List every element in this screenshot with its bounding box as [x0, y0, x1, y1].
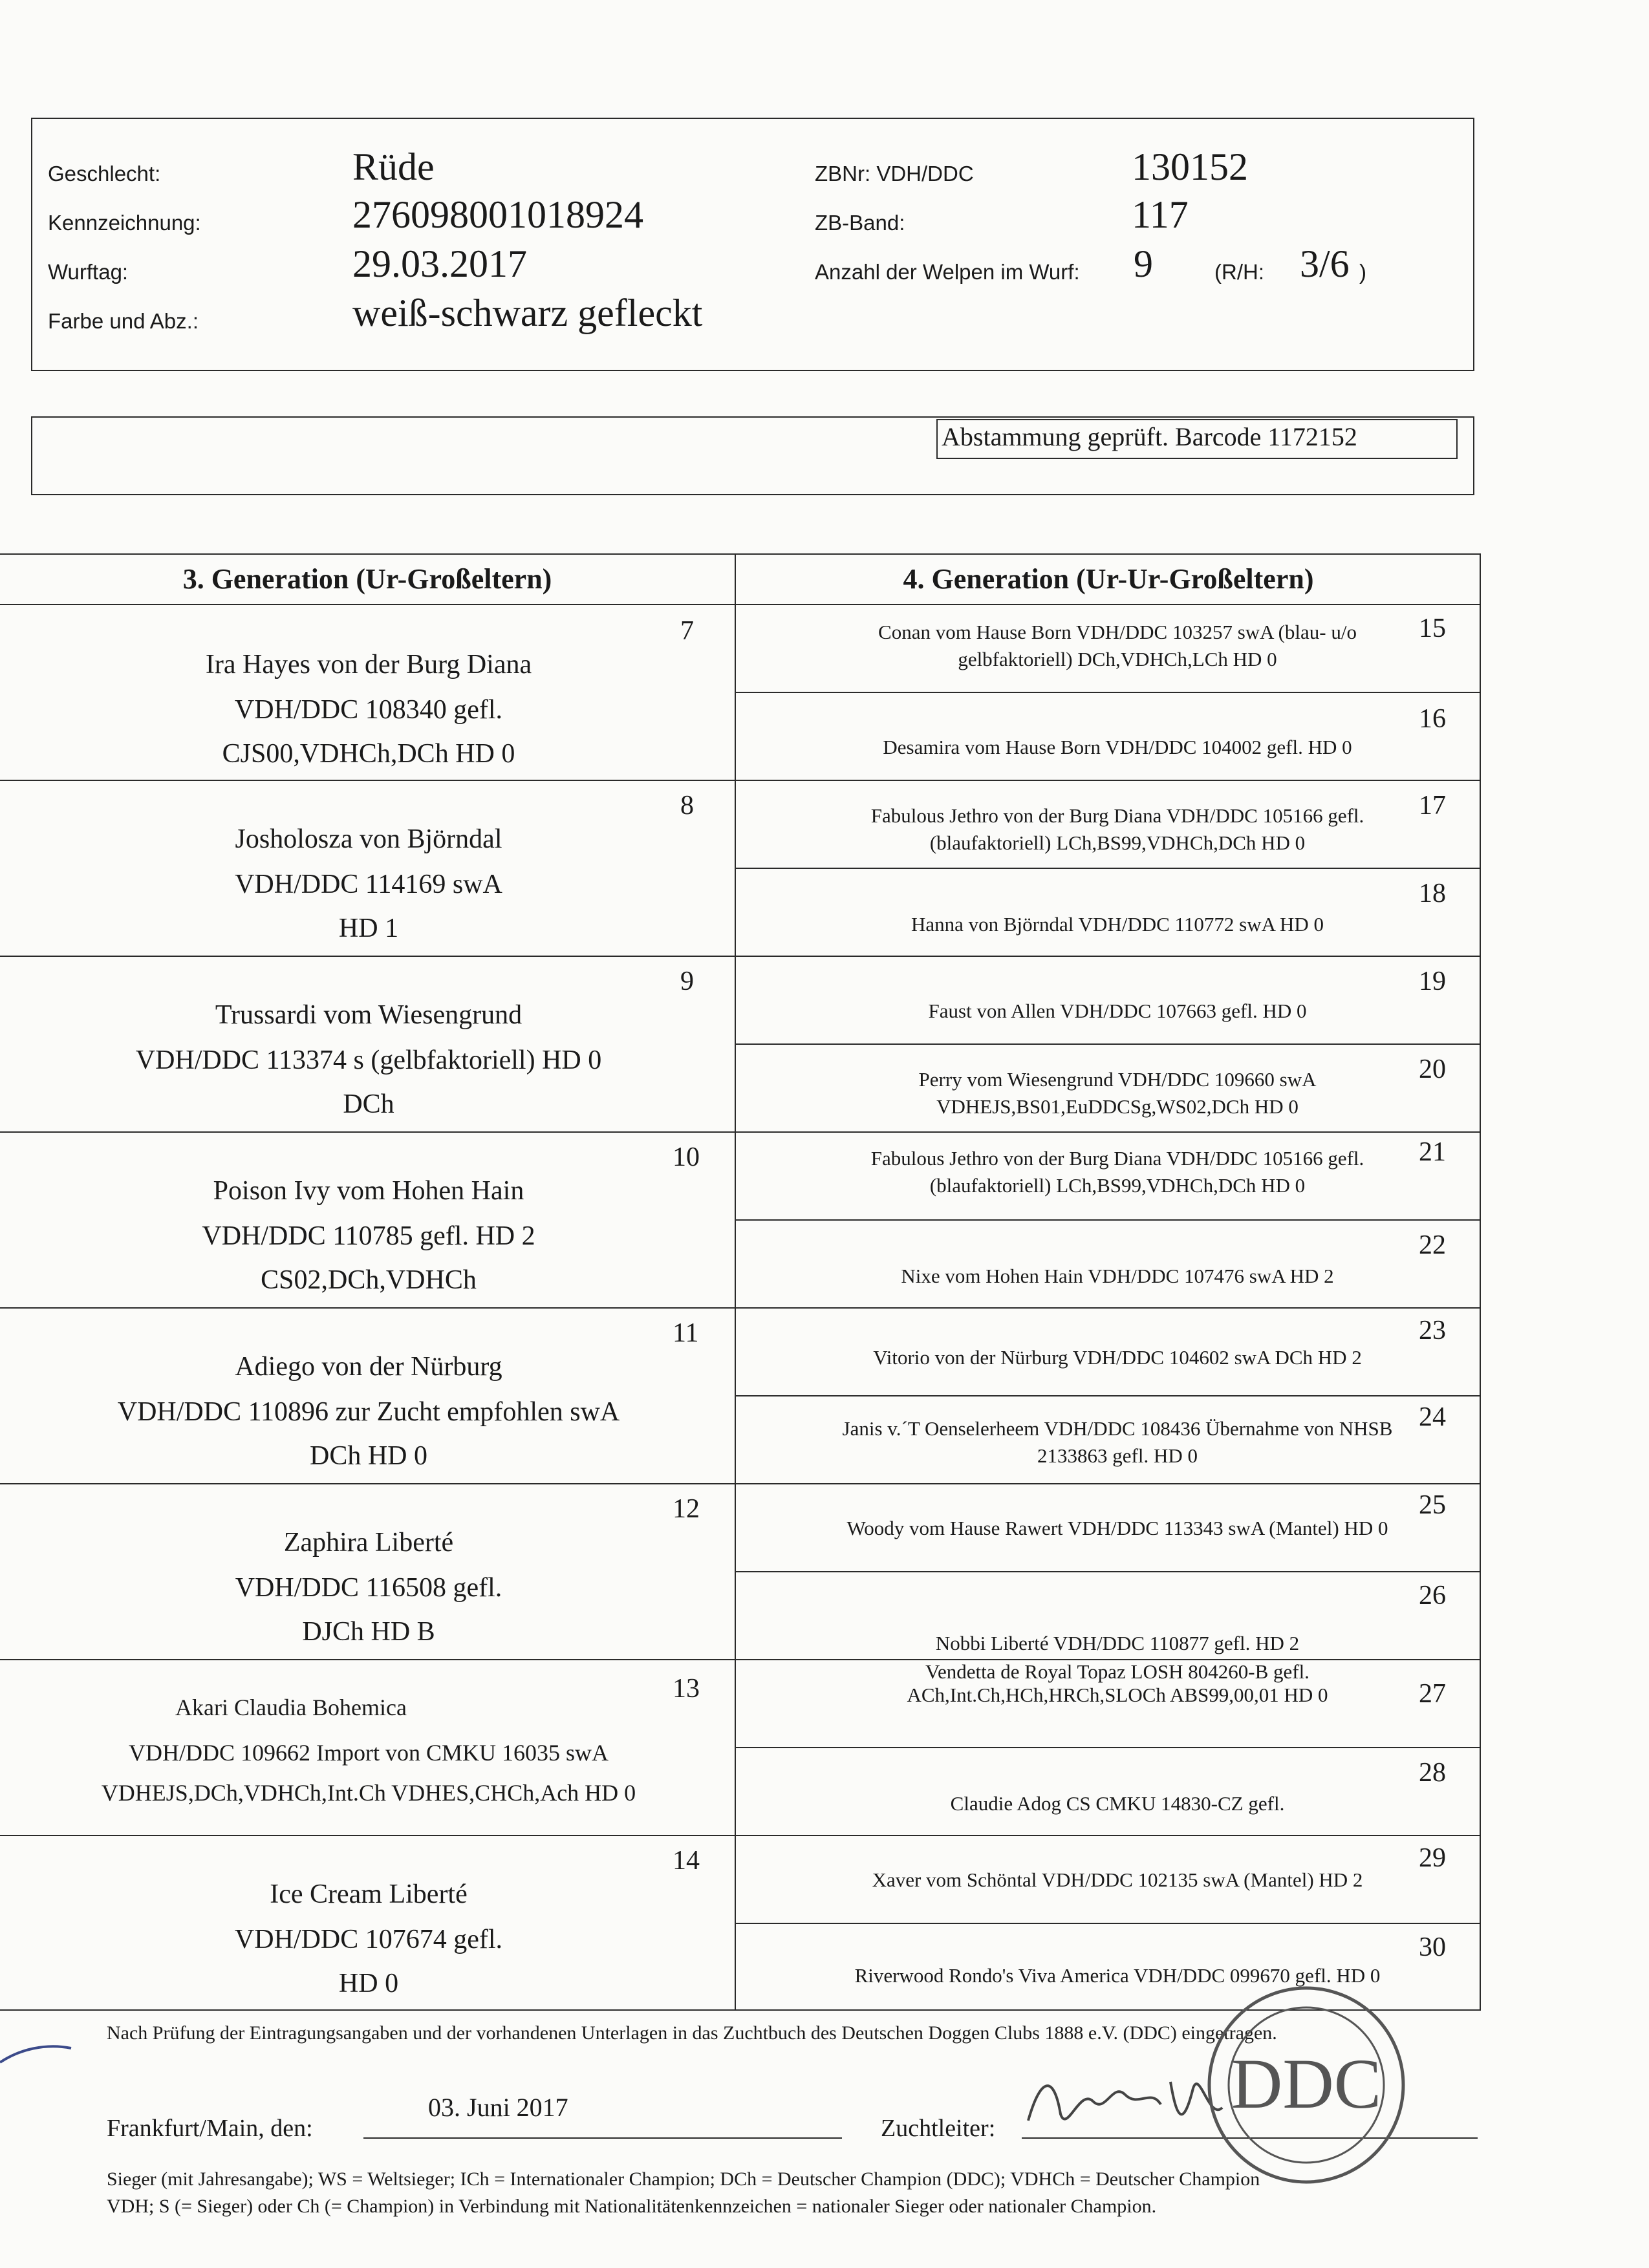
gen3-cell — [0, 604, 735, 780]
gen4-line: 2133863 gefl. HD 0 — [1037, 1444, 1198, 1467]
gen3-name: Trussardi vom Wiesengrund — [215, 1000, 523, 1030]
gen4-cell — [736, 868, 1481, 956]
gen4-number: 25 — [1419, 1490, 1446, 1520]
gen4-line: Vendetta de Royal Topaz LOSH 804260-B gefl. — [925, 1660, 1310, 1683]
place-date-label: Frankfurt/Main, den: — [107, 2115, 313, 2142]
gen3-titles: CJS00,VDHCh,DCh HD 0 — [222, 739, 515, 769]
gen4-line: Conan vom Hause Born VDH/DDC 103257 swA (blau- u/o — [878, 621, 1357, 643]
gen4-cell — [736, 1131, 1481, 1219]
welpen-value: 9 — [1134, 242, 1153, 285]
gen4-line: Desamira vom Hause Born VDH/DDC 104002 gefl. HD 0 — [883, 736, 1352, 758]
kennzeichnung-label: Kennzeichnung: — [48, 211, 201, 235]
stamp-area — [31, 416, 1474, 495]
gen4-number: 17 — [1419, 791, 1446, 820]
dog-info-box — [31, 118, 1474, 371]
gen4-cell — [736, 1043, 1481, 1131]
gen4-cell — [736, 1307, 1481, 1395]
gen4-cell — [736, 780, 1481, 868]
gen3-cell — [0, 1131, 735, 1307]
gen3-detail: VDH/DDC 109662 Import von CMKU 16035 swA — [128, 1740, 609, 1766]
gen4-line: Riverwood Rondo's Viva America VDH/DDC 099670 gefl. HD 0 — [854, 1964, 1381, 1987]
gen4-line: gelbfaktoriell) DCh,VDHCh,LCh HD 0 — [958, 648, 1277, 670]
gen4-number: 29 — [1419, 1843, 1446, 1873]
gen4-number: 18 — [1419, 879, 1446, 908]
gen4-line: Claudie Adog CS CMKU 14830-CZ gefl. — [950, 1792, 1285, 1815]
gen3-detail: VDH/DDC 110785 gefl. HD 2 — [202, 1221, 535, 1251]
pen-mark — [0, 2037, 78, 2075]
gen4-header: 4. Generation (Ur-Ur-Großeltern) — [903, 563, 1314, 595]
gen3-cell — [0, 1659, 735, 1835]
gen4-number: 26 — [1419, 1581, 1446, 1610]
gen3-name: Adiego von der Nürburg — [235, 1352, 502, 1382]
pedigree-table — [0, 553, 1481, 2011]
gen3-titles: DCh — [343, 1089, 394, 1119]
gen3-number: 10 — [673, 1142, 700, 1172]
gen3-titles: CS02,DCh,VDHCh — [261, 1265, 477, 1295]
gen3-cell — [0, 1307, 735, 1483]
gen3-name: Josholosza von Björndal — [235, 824, 502, 854]
gen4-line: (blaufaktoriell) LCh,BS99,VDHCh,DCh HD 0 — [929, 1174, 1306, 1197]
gen4-cell — [736, 1747, 1481, 1835]
welpen-label: Anzahl der Welpen im Wurf: — [815, 260, 1080, 284]
gen4-number: 30 — [1419, 1932, 1446, 1962]
gen3-number: 14 — [673, 1846, 700, 1876]
farbe-label: Farbe und Abz.: — [48, 309, 199, 333]
zuchtleiter-label: Zuchtleiter: — [881, 2115, 996, 2142]
gen4-line: Hanna von Björndal VDH/DDC 110772 swA HD 0 — [911, 913, 1324, 936]
gen3-detail: VDH/DDC 114169 swA — [235, 870, 502, 899]
gen4-cell — [736, 604, 1481, 692]
registration-note: Nach Prüfung der Eintragungsangaben und der vorhandenen Unterlagen in das Zuchtbuch des Deutschen Doggen Clubs 1888 e.V. (DDC) eingetragen. — [107, 2022, 1277, 2044]
gen3-detail: VDH/DDC 107674 gefl. — [234, 1925, 503, 1954]
gen4-cell — [736, 1483, 1481, 1571]
date-line — [363, 2137, 842, 2139]
gen4-line: Fabulous Jethro von der Burg Diana VDH/DDC 105166 gefl. — [870, 1147, 1364, 1170]
gen4-line: Perry vom Wiesengrund VDH/DDC 109660 swA — [918, 1068, 1317, 1091]
gen3-name: Poison Ivy vom Hohen Hain — [213, 1176, 524, 1206]
geschlecht-label: Geschlecht: — [48, 162, 161, 186]
gen4-number: 24 — [1419, 1402, 1446, 1432]
gen4-number: 19 — [1419, 967, 1446, 996]
gen4-number: 21 — [1419, 1137, 1446, 1167]
farbe-value: weiß-schwarz gefleckt — [352, 292, 703, 334]
gen3-cell — [0, 780, 735, 956]
gen4-cell — [736, 1571, 1481, 1659]
gen4-line: (blaufaktoriell) LCh,BS99,VDHCh,DCh HD 0 — [929, 831, 1306, 854]
gen4-line: Janis v.´T Oenselerheem VDH/DDC 108436 Übernahme von NHSB — [842, 1417, 1393, 1440]
gen4-number: 27 — [1419, 1679, 1446, 1709]
gen4-cell — [736, 1659, 1481, 1747]
gen3-number: 9 — [680, 967, 694, 996]
issue-date: 03. Juni 2017 — [428, 2093, 568, 2122]
gen4-line: ACh,Int.Ch,HCh,HRCh,SLOCh ABS99,00,01 HD 0 — [907, 1684, 1328, 1706]
gen4-cell — [736, 956, 1481, 1043]
gen3-number: 8 — [680, 791, 694, 820]
gen3-name: Ice Cream Liberté — [270, 1879, 468, 1909]
gen4-line: Nixe vom Hohen Hain VDH/DDC 107476 swA HD 2 — [901, 1265, 1334, 1287]
zbband-value: 117 — [1132, 193, 1189, 236]
gen4-number: 16 — [1419, 704, 1446, 734]
gen3-cell — [0, 956, 735, 1131]
wurftag-value: 29.03.2017 — [352, 242, 527, 285]
gen3-name: Zaphira Liberté — [283, 1528, 454, 1557]
gen4-line: Vitorio von der Nürburg VDH/DDC 104602 swA DCh HD 2 — [873, 1346, 1362, 1369]
gen3-number: 7 — [680, 616, 694, 646]
gen3-cell — [0, 1835, 735, 2011]
gen3-titles: DCh HD 0 — [309, 1441, 427, 1471]
gen4-cell — [736, 1835, 1481, 1923]
zbnr-value: 130152 — [1132, 145, 1248, 188]
legend-line-1: Sieger (mit Jahresangabe); WS = Weltsieger; ICh = Internationaler Champion; DCh = Deutscher Champion (DDC); VDHCh = Deutscher Champion — [107, 2168, 1260, 2190]
gen3-detail: VDH/DDC 110896 zur Zucht empfohlen swA — [117, 1397, 620, 1427]
gen3-titles: HD 0 — [338, 1969, 399, 1998]
gen4-line: VDHEJS,BS01,EuDDCSg,WS02,DCh HD 0 — [936, 1095, 1299, 1118]
rh-value: 3/6 — [1300, 242, 1350, 285]
gen3-detail: VDH/DDC 108340 gefl. — [234, 695, 503, 725]
ddc-seal — [1200, 1978, 1413, 2192]
gen4-number: 28 — [1419, 1758, 1446, 1788]
gen4-cell — [736, 1219, 1481, 1307]
kennzeichnung-value: 276098001018924 — [352, 193, 643, 236]
gen4-line: Fabulous Jethro von der Burg Diana VDH/DDC 105166 gefl. — [870, 804, 1364, 827]
gen4-number: 15 — [1419, 614, 1446, 643]
gen3-detail: VDH/DDC 113374 s (gelbfaktoriell) HD 0 — [135, 1045, 602, 1075]
gen3-header: 3. Generation (Ur-Großeltern) — [182, 563, 552, 595]
zbnr-label: ZBNr: VDH/DDC — [815, 162, 974, 186]
gen4-number: 22 — [1419, 1230, 1446, 1260]
gen4-line: Nobbi Liberté VDH/DDC 110877 gefl. HD 2 — [935, 1632, 1300, 1654]
gen4-cell — [736, 692, 1481, 780]
geschlecht-value: Rüde — [352, 145, 435, 188]
gen3-titles: VDHEJS,DCh,VDHCh,Int.Ch VDHES,CHCh,Ach HD 0 — [101, 1780, 636, 1806]
gen3-cell — [0, 1483, 735, 1659]
stamp-barcode: Abstammung geprüft. Barcode 1172152 — [936, 419, 1458, 459]
seal-text: DDC — [1231, 2044, 1382, 2123]
gen4-line: Xaver vom Schöntal VDH/DDC 102135 swA (Mantel) HD 2 — [872, 1868, 1363, 1891]
gen3-titles: DJCh HD B — [302, 1617, 435, 1647]
wurftag-label: Wurftag: — [48, 260, 129, 284]
gen4-cell — [736, 1395, 1481, 1483]
gen4-number: 23 — [1419, 1316, 1446, 1345]
rh-close: ) — [1359, 260, 1366, 284]
zbband-label: ZB-Band: — [815, 211, 905, 235]
gen3-name: Ira Hayes von der Burg Diana — [205, 650, 532, 679]
gen3-titles: HD 1 — [338, 914, 399, 943]
legend-line-2: VDH; S (= Sieger) oder Ch (= Champion) in Verbindung mit Nationalitätenkennzeichen = nationaler Sieger oder nationaler Champion. — [107, 2196, 1157, 2217]
gen3-name: Akari Claudia Bohemica — [175, 1695, 407, 1720]
gen3-number: 12 — [673, 1494, 700, 1524]
gen4-number: 20 — [1419, 1054, 1446, 1084]
gen3-number: 11 — [673, 1318, 699, 1348]
gen3-detail: VDH/DDC 116508 gefl. — [235, 1573, 502, 1603]
rh-label: (R/H: — [1214, 260, 1264, 284]
gen4-line: Faust von Allen VDH/DDC 107663 gefl. HD 0 — [928, 1000, 1307, 1022]
gen3-number: 13 — [673, 1674, 700, 1704]
gen4-line: Woody vom Hause Rawert VDH/DDC 113343 swA (Mantel) HD 0 — [846, 1517, 1388, 1539]
